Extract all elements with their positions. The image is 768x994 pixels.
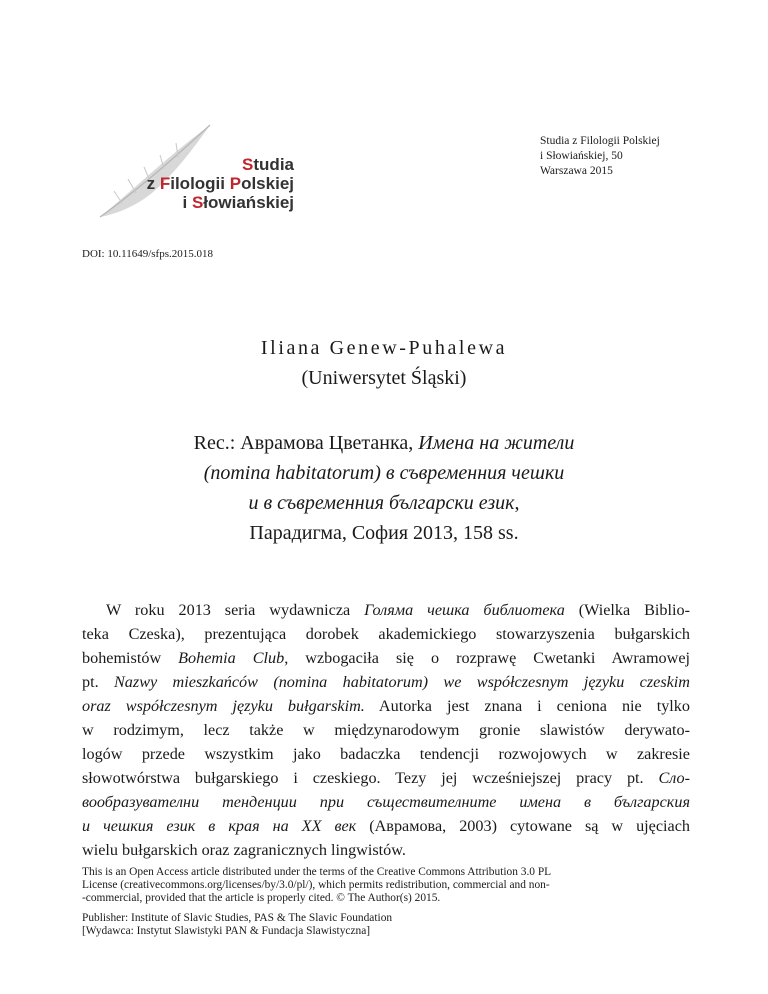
series-volume: i Słowiańskiej, 50 — [540, 150, 623, 162]
body-line: słowotwórstwa bułgarskiego i czeskiego. Tezy jej wcześniejszej pracy pt. Сло- — [82, 769, 690, 787]
publisher-line-en: Publisher: Institute of Slavic Studies, PAS & The Slavic Foundation — [82, 912, 393, 924]
body-line: teka Czeska), prezentująca dorobek akademickiego stowarzyszenia bułgarskich — [82, 625, 690, 643]
series-title: Studia z Filologii Polskiej — [540, 135, 660, 147]
license-line: -commercial, provided that the article is properly cited. © The Author(s) 2015. — [82, 892, 441, 904]
body-line: wielu bułgarskich oraz zagranicznych lingwistów. — [82, 841, 406, 859]
review-title-line-2: (nomina habitatorum) в съвременния чешки — [203, 462, 565, 484]
doi: DOI: 10.11649/sfps.2015.018 — [82, 248, 213, 260]
logo-line-1: Studia — [242, 155, 294, 174]
body-line: W roku 2013 seria wydawnicza Голяма чешка библиотека (Wielka Biblio- — [106, 601, 690, 619]
body-line: и чешкия език в края на XX век (Аврамова, 2003) cytowane są w ujęciach — [82, 817, 691, 835]
publisher-notice — [82, 912, 392, 938]
body-line: logów przede wszystkim jako badaczka tendencji rozwojowych w zakresie — [82, 745, 690, 763]
journal-logo — [82, 125, 302, 220]
publisher-line-pl: [Wydawca: Instytut Slawistyki PAN & Fundacja Slawistyczna] — [82, 925, 371, 937]
review-title-line-4: Парадигма, София 2013, 158 ss. — [249, 522, 519, 544]
body-line: oraz współczesnym języku bułgarskim. Autorka jest znana i ceniona nie tylko — [82, 697, 690, 715]
series-place-year: Warszawa 2015 — [540, 165, 613, 177]
body-paragraph — [82, 598, 690, 862]
body-line: pt. Nazwy mieszkańców (nomina habitatorum) we współczesnym języku czeskim — [82, 673, 690, 691]
license-line: This is an Open Access article distributed under the terms of the Creative Commons Attribution 3.0 PL — [82, 866, 552, 878]
logo-line-3: i Słowiańskiej — [182, 193, 294, 212]
body-line: вообразувателни тенденции при съществителните имена в българския — [82, 793, 690, 811]
license-notice — [82, 866, 692, 905]
review-title-line-1: Rec.: Аврамова Цветанка, Имена на жители — [193, 432, 575, 454]
author-affiliation: (Uniwersytet Śląski) — [301, 367, 467, 389]
logo-wordmark — [82, 155, 294, 212]
author-name: Iliana Genew-Puhalewa — [260, 337, 508, 359]
body-line: bohemistów Bohemia Club, wzbogaciła się o rozprawę Cwetanki Awramowej — [82, 649, 690, 667]
review-title — [0, 428, 768, 548]
body-line: w rodzimym, lecz także w międzynarodowym gronie slawistów derywato- — [82, 721, 690, 739]
review-title-line-3: и в съвременния български език, — [248, 492, 520, 514]
series-info — [540, 134, 740, 179]
logo-line-2: z Filologii Polskiej — [146, 174, 294, 193]
license-line: License (creativecommons.org/licenses/by/3.0/pl/), which permits redistribution, commercial and non- — [82, 879, 550, 891]
